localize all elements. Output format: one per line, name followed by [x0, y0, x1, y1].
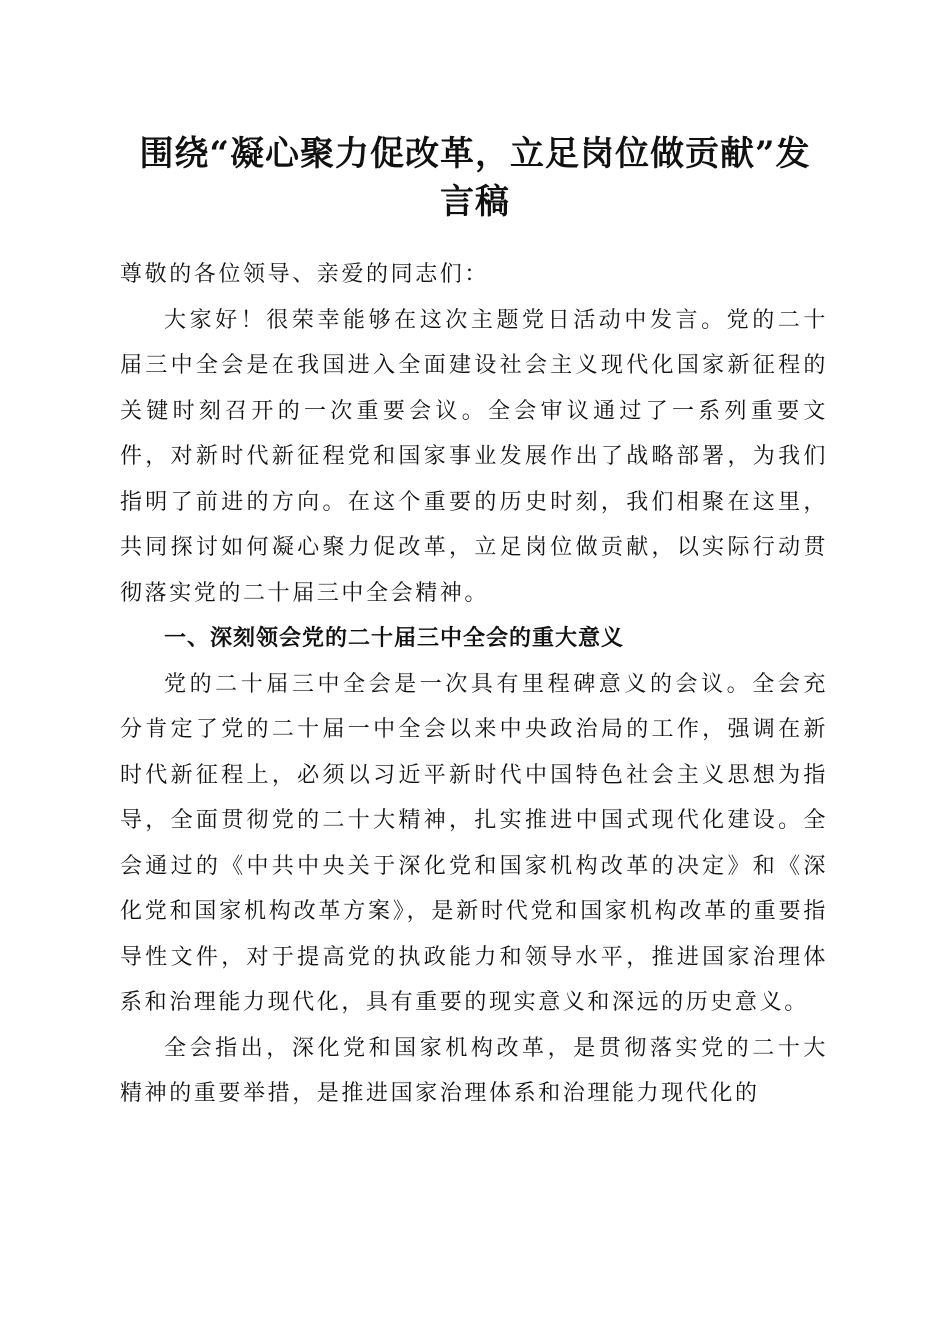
paragraph-intro: 大家好！很荣幸能够在这次主题党日活动中发言。党的二十届三中全会是在我国进入全面建设社会主义现代化国家新征程的关键时刻召开的一次重要会议。全会审议通过了一系列重要文件，对新时代新征程党和国家事业发展作出了战略部署，为我们指明了前进的方向。在这个重要的历史时刻，我们相聚在这里，共同探讨如何凝心聚力促改革，立足岗位做贡献，以实际行动贯彻落实党的二十届三中全会精神。	[120, 307, 828, 606]
document-title	[110, 130, 840, 226]
title-line-2: 言稿	[440, 182, 510, 222]
paragraph-significance: 党的二十届三中全会是一次具有里程碑意义的会议。全会充分肯定了党的二十届一中全会以来中央政治局的工作，强调在新时代新征程上，必须以习近平新时代中国特色社会主义思想为指导，全面贯彻党的二十大精神，扎实推进中国式现代化建设。全会通过的《中共中央关于深化党和国家机构改革的决定》和《深化党和国家机构改革方案》，是新时代党和国家机构改革的重要指导性文件，对于提高党的执政能力和领导水平，推进国家治理体系和治理能力现代化，具有重要的现实意义和深远的历史意义。	[120, 671, 828, 1015]
section-heading-1: 一、深刻领会党的二十届三中全会的重大意义	[164, 626, 625, 651]
title-line-1: 围绕“凝心聚力促改革，立足岗位做贡献”发	[139, 134, 811, 174]
greeting: 尊敬的各位领导、亲爱的同志们：	[120, 262, 490, 287]
paragraph-reform: 全会指出，深化党和国家机构改革，是贯彻落实党的二十大精神的重要举措，是推进国家治理体系和治理能力现代化的	[120, 1035, 828, 1106]
document-body	[120, 252, 828, 1117]
